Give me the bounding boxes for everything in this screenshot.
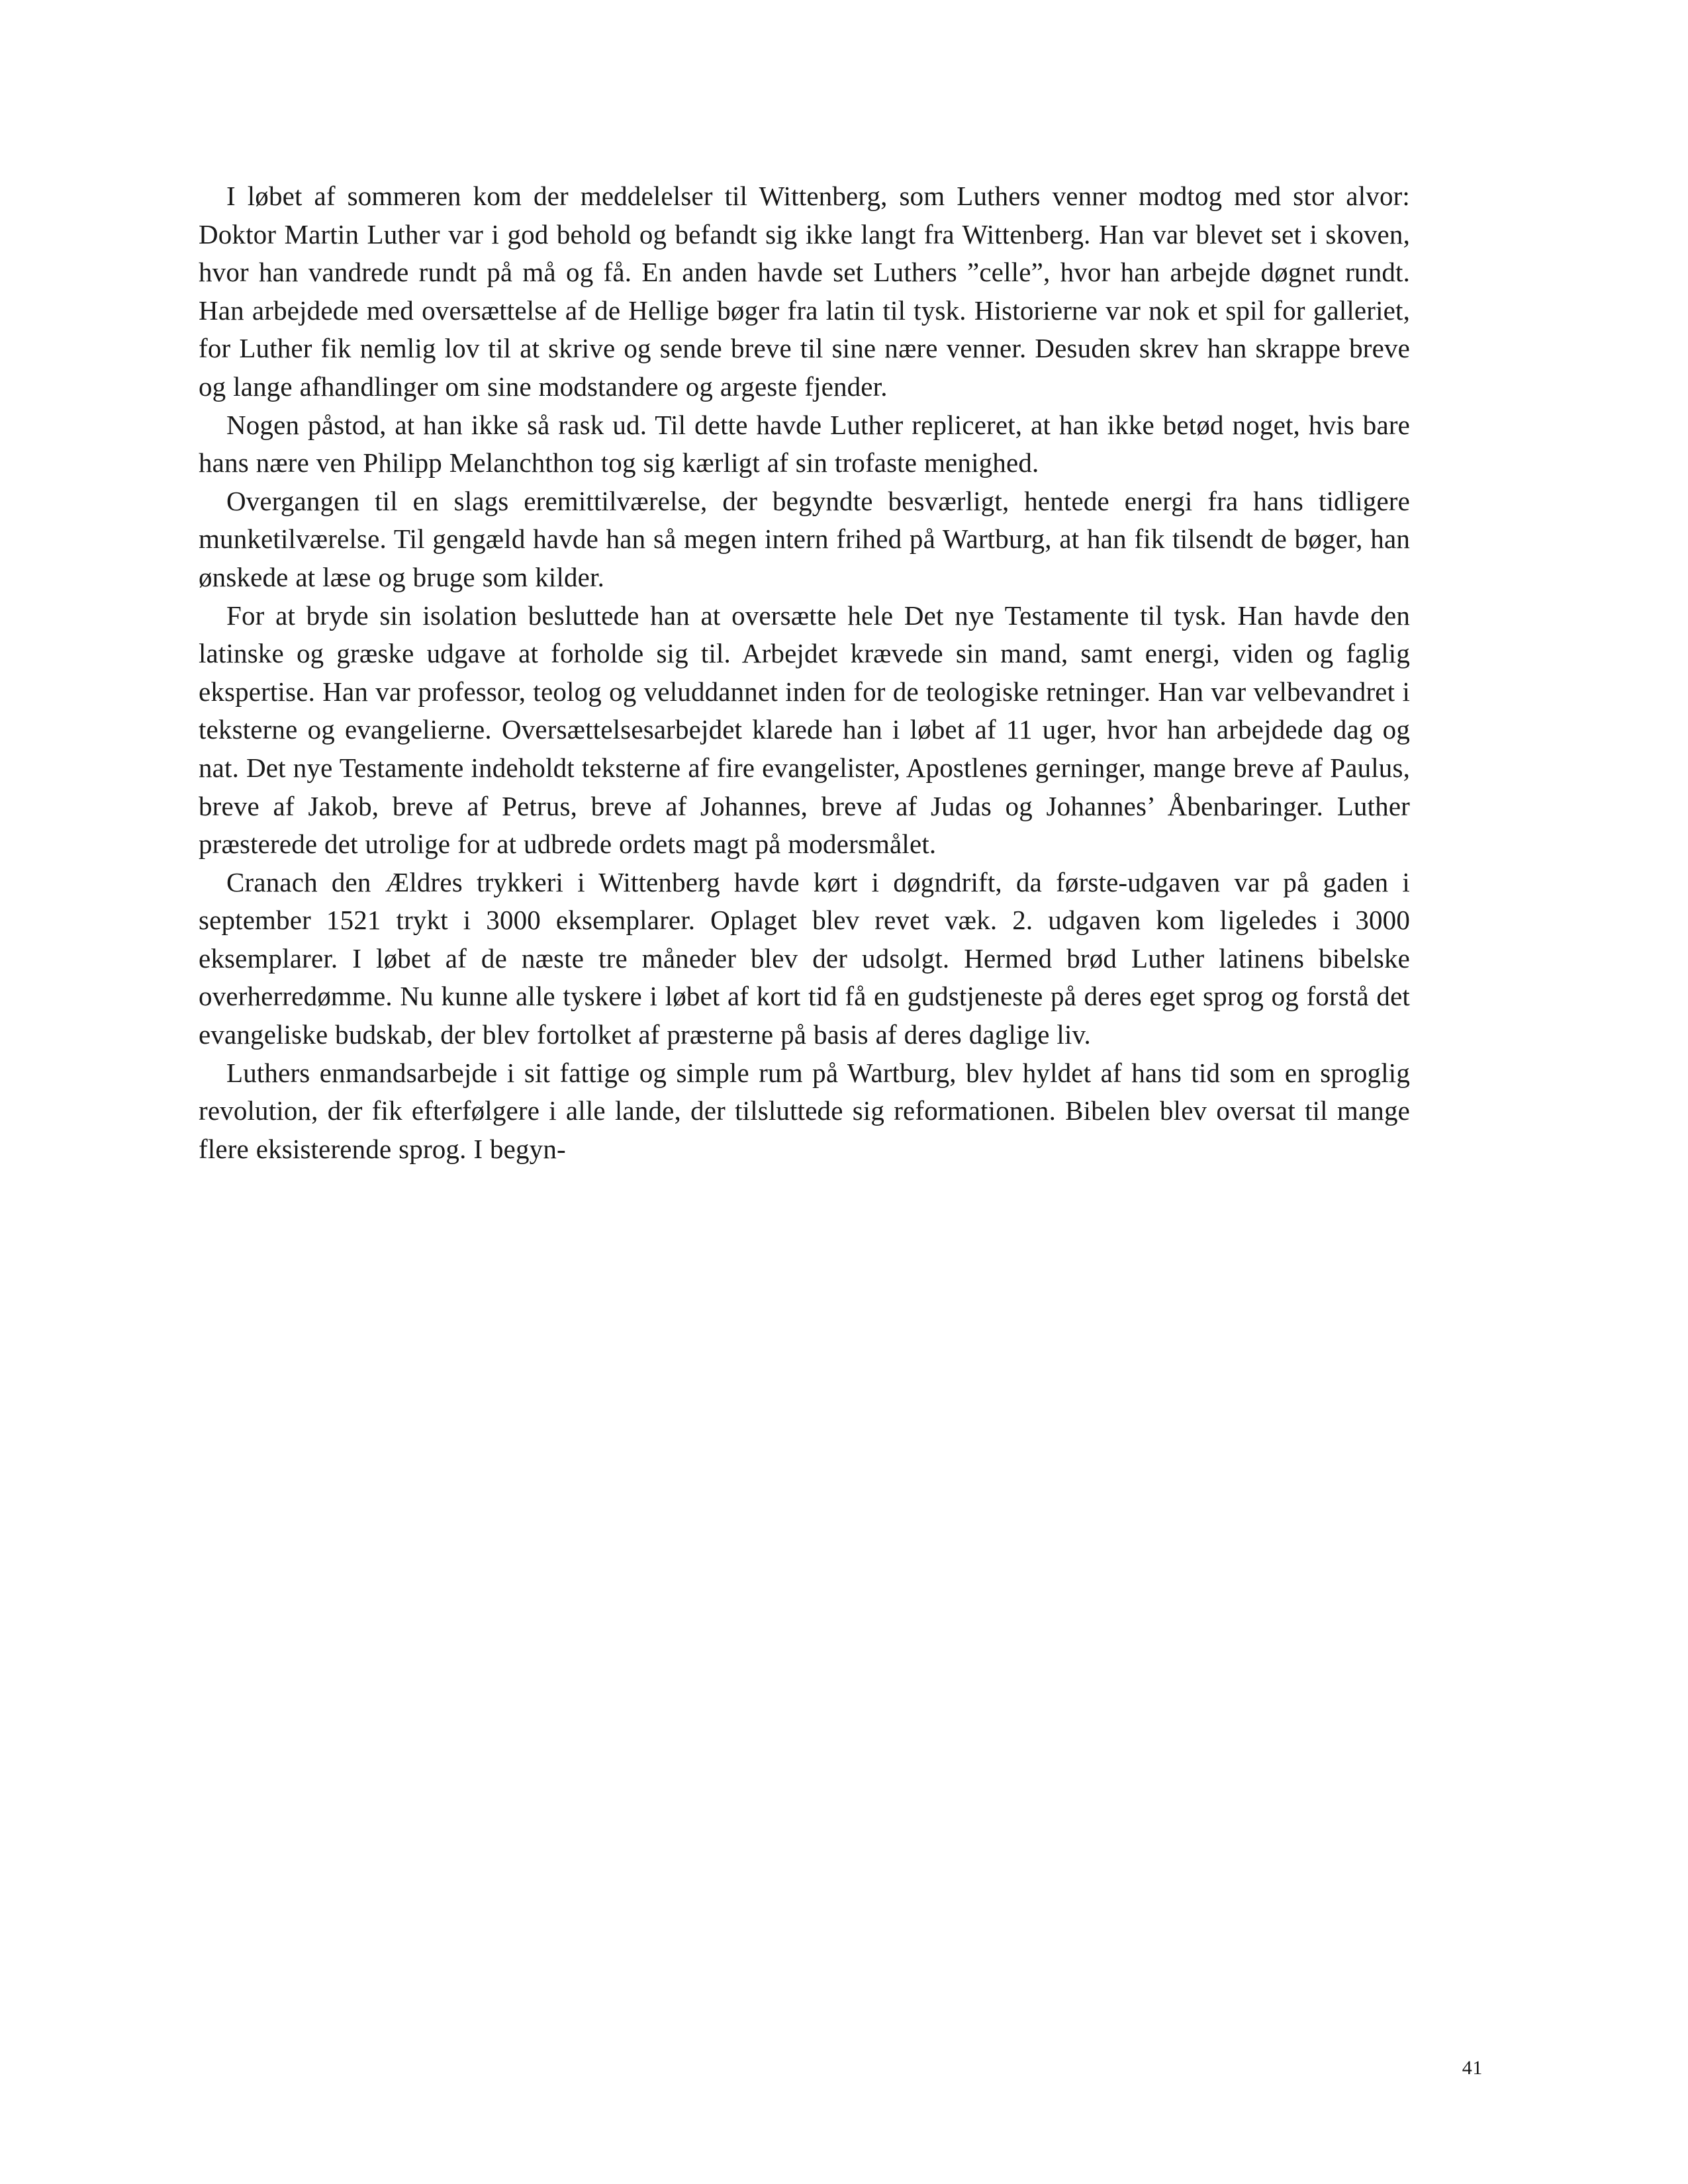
paragraph: Cranach den Ældres trykkeri i Wittenberg havde kørt i døgndrift, da første-udgaven var på gaden i september 1521 trykt i 3000 eksemplarer. Oplaget blev revet væk. 2. udgaven kom ligeledes i 3000 eksemplarer. I løbet af de næste tre måneder blev der udsolgt. Hermed brød Luther latinens bibelske overherredømme. Nu kunne alle tyskere i løbet af kort tid få en gudstjeneste på deres eget sprog og forstå det evangeliske budskab, der blev fortolket af præsterne på basis af deres daglige liv. [199, 866, 1410, 1050]
page-number: 41 [1462, 2057, 1483, 2079]
paragraph: Overgangen til en slags eremittilværelse, der begyndte besværligt, hentede energi fra hans tidligere munketilværelse. Til gengæld havde han så megen intern frihed på Wartburg, at han fik tilsendt de bøger, han ønskede at læse og bruge som kilder. [199, 485, 1410, 592]
paragraph: I løbet af sommeren kom der meddelelser til Wittenberg, som Luthers venner modtog med stor alvor: Doktor Martin Luther var i god behold og befandt sig ikke langt fra Wittenberg. Han var blevet set i skoven, hvor han vandrede rundt på må og få. En anden havde set Luthers ”celle”, hvor han arbejde døgnet rundt. Han arbejdede med oversættelse af de Hellige bøger fra latin til tysk. Historierne var nok et spil for galleriet, for Luther fik nemlig lov til at skrive og sende breve til sine nære venner. Desuden skrev han skrappe breve og lange afhandlinger om sine modstandere og argeste fjender. [199, 181, 1410, 402]
paragraph: Nogen påstod, at han ikke så rask ud. Til dette havde Luther repliceret, at han ikke betød noget, hvis bare hans nære ven Philipp Melanchthon tog sig kærligt af sin trofaste menighed. [199, 409, 1410, 478]
paragraph: Luthers enmandsarbejde i sit fattige og simple rum på Wartburg, blev hyldet af hans tid som en sproglig revolution, der fik efterfølgere i alle lande, der tilsluttede sig reformationen. Bibelen blev oversat til mange flere eksisterende sprog. I begyn- [199, 1057, 1410, 1164]
body-text-block [199, 177, 1410, 1168]
paragraph: For at bryde sin isolation besluttede han at oversætte hele Det nye Testamente til tysk. Han havde den latinske og græske udgave at forholde sig til. Arbejdet krævede sin mand, samt energi, viden og faglig ekspertise. Han var professor, teolog og veluddannet inden for de teologiske retninger. Han var velbevandret i teksterne og evangelierne. Oversættelsesarbejdet klarede han i løbet af 11 uger, hvor han arbejdede dag og nat. Det nye Testamente indeholdt teksterne af fire evangelister, Apostlenes gerninger, mange breve af Paulus, breve af Jakob, breve af Petrus, breve af Johannes, breve af Judas og Johannes’ Åbenbaringer. Luther præsterede det utrolige for at udbrede ordets magt på modersmålet. [199, 600, 1410, 860]
